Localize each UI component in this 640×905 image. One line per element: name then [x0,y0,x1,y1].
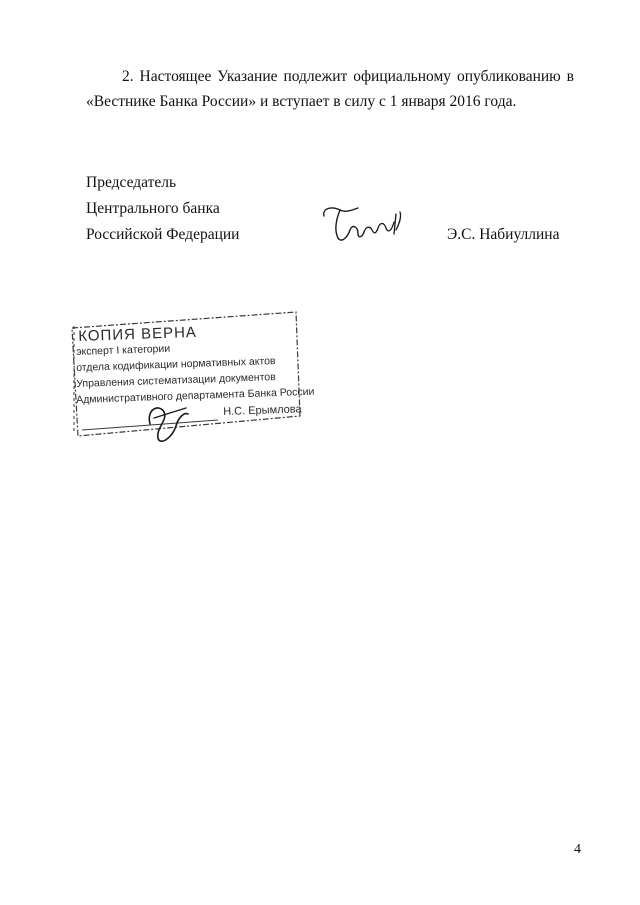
page-number: 4 [574,842,581,857]
signatory-title-line-1: Председатель [86,174,177,191]
paragraph-2 [86,64,574,114]
signatory-title [86,170,239,248]
stamp-line-3: Управления систематизации документов [76,371,276,390]
paragraph-line-2: «Вестнике Банка России» и вступает в силу с 1 января 2016 года. [86,93,517,110]
certified-copy-stamp [68,308,315,448]
stamp-line-2: отдела кодификации нормативных актов [76,355,276,374]
stamp-title: КОПИЯ ВЕРНА [78,323,198,345]
signatory-title-line-3: Российской Федерации [86,226,240,243]
signatory-title-line-2: Центрального банка [86,200,220,217]
signatory-name: Э.С. Набиуллина [447,226,560,243]
handwritten-signature [318,200,408,248]
stamp-signer-name: Н.С. Ерымлова [223,403,302,418]
stamp-line-1: эксперт I категории [76,342,171,358]
stamp-line-4: Административного департамента Банка России [76,385,315,406]
paragraph-line-1: 2. Настоящее Указание подлежит официальному опубликованию в [122,68,574,85]
